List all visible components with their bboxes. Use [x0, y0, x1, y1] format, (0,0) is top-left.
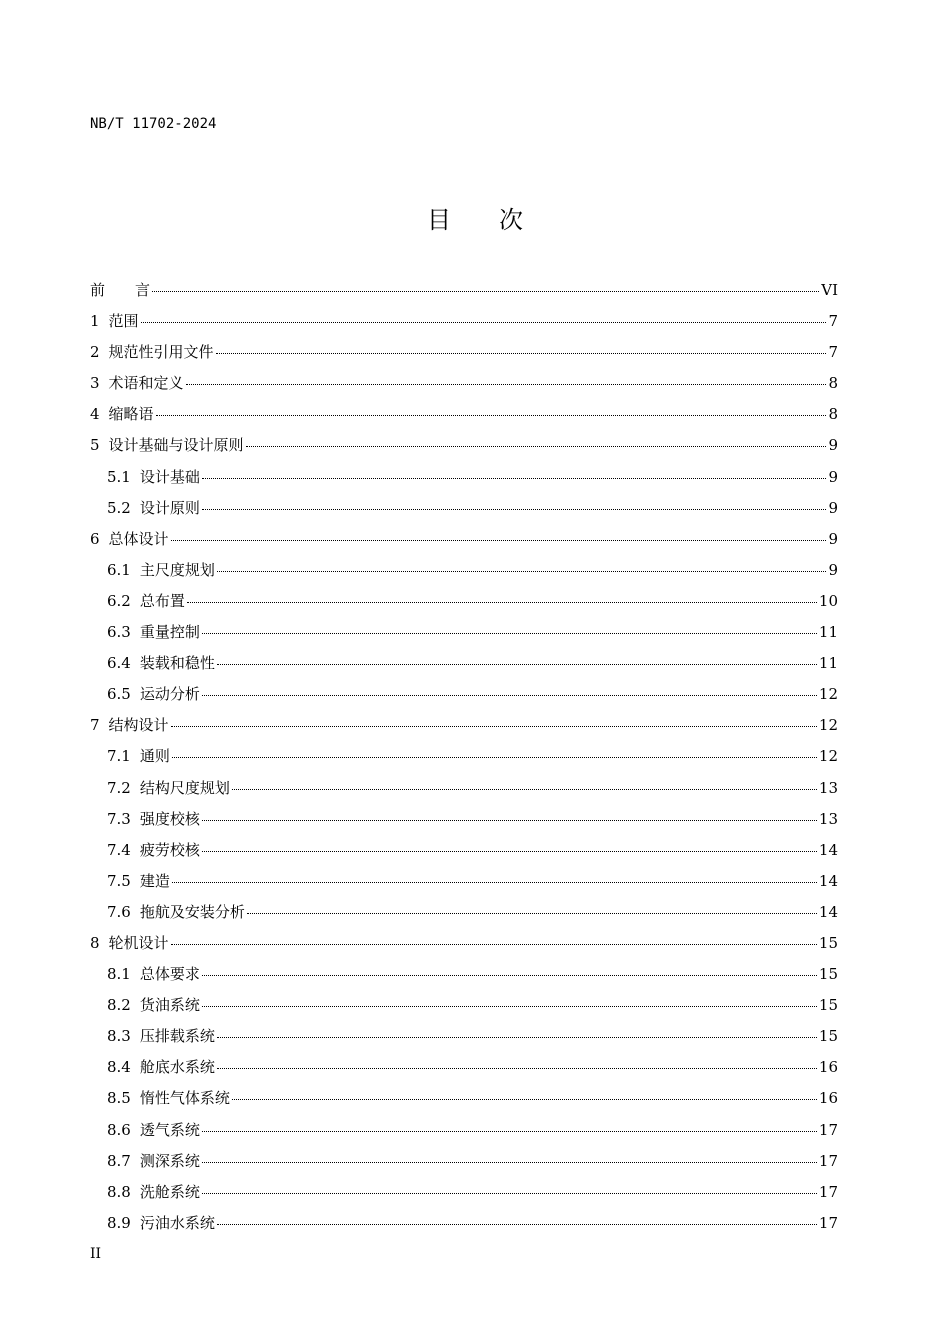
- toc-entry-number: 7.1: [107, 747, 131, 766]
- toc-entry-page: 15: [818, 933, 838, 952]
- toc-title: [0, 200, 950, 235]
- toc-entry-number: 8.9: [107, 1213, 131, 1232]
- dot-leader: [217, 1037, 817, 1038]
- toc-entry-label: [90, 373, 184, 393]
- dot-leader: [232, 789, 817, 790]
- toc-entry-label: [107, 1120, 200, 1140]
- toc-entry[interactable]: [90, 1057, 838, 1088]
- dot-leader: [247, 913, 817, 914]
- toc-entry-number: 8.3: [107, 1027, 131, 1046]
- toc-entry-label: [90, 529, 169, 549]
- toc-entry-page: 13: [818, 809, 838, 828]
- dot-leader: [246, 446, 827, 447]
- toc-entry-number: 8.7: [107, 1151, 131, 1170]
- toc-entry-label: [107, 684, 200, 704]
- toc-entry[interactable]: [90, 342, 838, 373]
- toc-entry-label: [107, 467, 200, 487]
- toc-entry-number: 8.4: [107, 1058, 131, 1077]
- toc-entry-number: 8.8: [107, 1182, 131, 1201]
- toc-entry-label: [107, 902, 245, 922]
- dot-leader: [217, 571, 827, 572]
- dot-leader: [202, 695, 817, 696]
- toc-entry-text: 建造: [139, 871, 170, 890]
- document-code: NB/T 11702-2024: [90, 116, 217, 132]
- toc-entry-text: 主尺度规划: [139, 560, 215, 579]
- toc-entry-text: 设计原则: [139, 498, 200, 517]
- toc-entry-text: 设计基础与设计原则: [108, 436, 244, 455]
- toc-entry[interactable]: [90, 933, 838, 964]
- toc-entry-page: 11: [818, 623, 838, 642]
- toc-entry-page: 7: [828, 343, 838, 362]
- toc-entry-text: 设计基础: [139, 467, 200, 486]
- toc-entry-text: 结构尺度规划: [139, 778, 230, 797]
- toc-entry-page: 14: [818, 840, 838, 859]
- toc-entry-number: 8.2: [107, 996, 131, 1015]
- toc-entry[interactable]: [90, 311, 838, 342]
- toc-entry-text: 规范性引用文件: [108, 343, 214, 362]
- dot-leader: [232, 1099, 817, 1100]
- toc-entry-text: 总布置: [139, 591, 185, 610]
- toc-entry-text: 透气系统: [139, 1120, 200, 1139]
- toc-entry-label: [107, 1088, 230, 1108]
- toc-entry[interactable]: [90, 1213, 838, 1244]
- dot-leader: [187, 602, 817, 603]
- toc-entry-text: 术语和定义: [108, 374, 184, 393]
- toc-entry[interactable]: [90, 809, 838, 840]
- toc-entry-text: 范围: [108, 312, 139, 331]
- toc-entry-page: 12: [818, 685, 838, 704]
- toc-entry[interactable]: [90, 1182, 838, 1213]
- toc-entry[interactable]: [90, 684, 838, 715]
- toc-entry-text: 疲劳校核: [139, 840, 200, 859]
- toc-title-char-2: 次: [499, 206, 523, 234]
- toc-entry-page: 17: [818, 1151, 838, 1170]
- toc-entry-page: 9: [828, 529, 838, 548]
- toc-entry-number: 8: [90, 933, 100, 952]
- table-of-contents: [90, 280, 838, 1244]
- dot-leader: [172, 757, 817, 758]
- toc-entry-page: 17: [818, 1120, 838, 1139]
- toc-entry[interactable]: [90, 964, 838, 995]
- toc-entry-number: 6.2: [107, 591, 131, 610]
- toc-entry[interactable]: [90, 373, 838, 404]
- toc-entry-number: 4: [90, 405, 100, 424]
- toc-entry-number: 6.3: [107, 623, 131, 642]
- toc-entry-text: 运动分析: [139, 685, 200, 704]
- toc-entry[interactable]: [90, 622, 838, 653]
- toc-entry-page: 12: [818, 747, 838, 766]
- toc-entry-label: [107, 560, 215, 580]
- dot-leader: [172, 882, 817, 883]
- dot-leader: [202, 478, 827, 479]
- toc-entry-number: 6.1: [107, 560, 131, 579]
- toc-entry-page: 9: [828, 498, 838, 517]
- toc-entry-label: [107, 778, 230, 798]
- toc-entry-text: 污油水系统: [139, 1213, 215, 1232]
- toc-entry-number: 8.5: [107, 1089, 131, 1108]
- toc-entry-text: 拖航及安装分析: [139, 902, 245, 921]
- toc-entry-text: 惰性气体系统: [139, 1089, 230, 1108]
- toc-entry-label: [90, 280, 150, 300]
- toc-entry[interactable]: [90, 404, 838, 435]
- toc-entry-label: [107, 746, 170, 766]
- toc-entry-label: [90, 342, 214, 362]
- toc-entry-number: 5.2: [107, 498, 131, 517]
- toc-entry[interactable]: [90, 902, 838, 933]
- toc-entry-text: 洗舱系统: [139, 1182, 200, 1201]
- toc-entry-text: 测深系统: [139, 1151, 200, 1170]
- toc-entry[interactable]: [90, 653, 838, 684]
- toc-entry-number: 6.5: [107, 685, 131, 704]
- toc-entry-label: [107, 809, 200, 829]
- toc-entry-page: 10: [818, 591, 838, 610]
- dot-leader: [202, 975, 817, 976]
- toc-entry-page: 16: [818, 1089, 838, 1108]
- toc-entry-page: 14: [818, 902, 838, 921]
- toc-entry-number: 5: [90, 436, 100, 455]
- toc-entry[interactable]: [90, 498, 838, 529]
- toc-entry-page: 16: [818, 1058, 838, 1077]
- toc-entry-text: 强度校核: [139, 809, 200, 828]
- toc-entry-number: 8.6: [107, 1120, 131, 1139]
- dot-leader: [186, 384, 827, 385]
- toc-entry-page: 7: [828, 312, 838, 331]
- toc-entry[interactable]: [90, 1151, 838, 1182]
- dot-leader: [202, 1193, 817, 1194]
- dot-leader: [217, 664, 817, 665]
- toc-entry-label: [107, 1182, 200, 1202]
- toc-entry-label: [107, 871, 170, 891]
- toc-entry-page: 15: [818, 996, 838, 1015]
- toc-entry-page: 15: [818, 1027, 838, 1046]
- toc-entry-page: 12: [818, 716, 838, 735]
- toc-entry[interactable]: [90, 280, 838, 311]
- dot-leader: [217, 1224, 817, 1225]
- toc-entry[interactable]: [90, 1088, 838, 1119]
- toc-entry-text: 前 言: [90, 281, 151, 299]
- dot-leader: [202, 1162, 817, 1163]
- dot-leader: [202, 509, 827, 510]
- toc-entry-text: 轮机设计: [108, 933, 169, 952]
- dot-leader: [171, 944, 817, 945]
- toc-entry-page: VI: [821, 281, 838, 299]
- toc-entry-page: 9: [828, 436, 838, 455]
- dot-leader: [156, 415, 827, 416]
- toc-entry-label: [90, 311, 139, 331]
- toc-entry-text: 重量控制: [139, 623, 200, 642]
- toc-entry-text: 舱底水系统: [139, 1058, 215, 1077]
- dot-leader: [202, 633, 817, 634]
- dot-leader: [216, 353, 827, 354]
- toc-entry[interactable]: [90, 529, 838, 560]
- toc-entry-label: [107, 840, 200, 860]
- dot-leader: [171, 540, 827, 541]
- toc-entry[interactable]: [90, 1026, 838, 1057]
- toc-entry-number: 6: [90, 529, 100, 548]
- toc-entry[interactable]: [90, 1120, 838, 1151]
- toc-entry-label: [107, 995, 200, 1015]
- toc-entry-number: 7: [90, 716, 100, 735]
- toc-entry-label: [107, 1057, 215, 1077]
- dot-leader: [202, 820, 817, 821]
- toc-entry[interactable]: [90, 778, 838, 809]
- toc-entry[interactable]: [90, 995, 838, 1026]
- dot-leader: [171, 726, 817, 727]
- toc-entry-text: 压排载系统: [139, 1027, 215, 1046]
- toc-entry-page: 17: [818, 1182, 838, 1201]
- toc-entry-label: [107, 591, 185, 611]
- toc-entry-number: 7.3: [107, 809, 131, 828]
- toc-entry-label: [107, 1026, 215, 1046]
- toc-entry-label: [90, 715, 169, 735]
- toc-entry-number: 7.2: [107, 778, 131, 797]
- toc-entry-text: 总体要求: [139, 965, 200, 984]
- toc-entry[interactable]: [90, 560, 838, 591]
- toc-entry-number: 1: [90, 312, 100, 331]
- dot-leader: [217, 1068, 817, 1069]
- toc-entry-text: 装载和稳性: [139, 654, 215, 673]
- toc-entry-text: 货油系统: [139, 996, 200, 1015]
- toc-entry-number: 6.4: [107, 654, 131, 673]
- toc-entry-label: [107, 1151, 200, 1171]
- toc-entry-label: [107, 1213, 215, 1233]
- toc-entry-number: 3: [90, 374, 100, 393]
- toc-entry-text: 通则: [139, 747, 170, 766]
- toc-entry-page: 9: [828, 560, 838, 579]
- toc-entry-page: 14: [818, 871, 838, 890]
- toc-entry-label: [107, 622, 200, 642]
- toc-entry-text: 缩略语: [108, 405, 154, 424]
- toc-entry-text: 结构设计: [108, 716, 169, 735]
- toc-entry-page: 15: [818, 965, 838, 984]
- dot-leader: [152, 291, 819, 292]
- toc-entry-number: 7.5: [107, 871, 131, 890]
- toc-entry-page: 8: [828, 374, 838, 393]
- toc-entry[interactable]: [90, 871, 838, 902]
- toc-entry[interactable]: [90, 591, 838, 622]
- toc-entry-page: 13: [818, 778, 838, 797]
- toc-entry-page: 8: [828, 405, 838, 424]
- toc-entry-number: 7.4: [107, 840, 131, 859]
- toc-entry-page: 9: [828, 467, 838, 486]
- toc-entry-label: [90, 435, 244, 455]
- toc-entry-number: 2: [90, 343, 100, 362]
- toc-entry-number: 7.6: [107, 902, 131, 921]
- toc-title-char-1: 目: [427, 206, 451, 234]
- toc-entry-page: 17: [818, 1213, 838, 1232]
- toc-entry-label: [107, 498, 200, 518]
- dot-leader: [202, 1006, 817, 1007]
- toc-entry[interactable]: [90, 715, 838, 746]
- toc-entry[interactable]: [90, 746, 838, 777]
- toc-entry-label: [107, 964, 200, 984]
- toc-entry[interactable]: [90, 467, 838, 498]
- toc-entry-page: 11: [818, 654, 838, 673]
- toc-entry-text: 总体设计: [108, 529, 169, 548]
- toc-entry-number: 8.1: [107, 965, 131, 984]
- toc-entry-label: [107, 653, 215, 673]
- toc-entry-label: [90, 404, 154, 424]
- toc-entry[interactable]: [90, 840, 838, 871]
- toc-entry[interactable]: [90, 435, 838, 466]
- dot-leader: [202, 1131, 817, 1132]
- toc-entry-number: 5.1: [107, 467, 131, 486]
- dot-leader: [202, 851, 817, 852]
- toc-entry-label: [90, 933, 169, 953]
- page-number: II: [90, 1246, 102, 1262]
- dot-leader: [141, 322, 827, 323]
